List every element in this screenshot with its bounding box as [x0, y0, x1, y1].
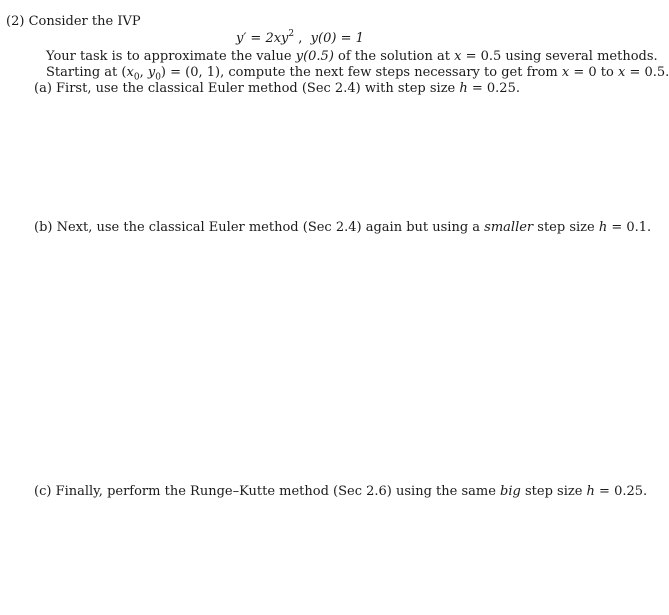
task-text: ) = (0, 1), compute the next few steps necessary to get from [160, 65, 562, 80]
task-text: = 0.5 using several methods. [461, 49, 658, 64]
problem-intro: Consider the IVP [28, 14, 141, 29]
variable-x: x [561, 65, 570, 80]
variable-x0: x [126, 65, 134, 80]
part-c-emphasis: big [500, 484, 521, 499]
task-text: , [139, 65, 148, 80]
equation-separator: , [294, 31, 303, 46]
task-text: Your task is to approximate the value [46, 49, 296, 64]
part-b-step-value: = 0.1. [607, 220, 652, 235]
part-b-label: (b) [34, 220, 53, 235]
part-c-text: step size [520, 484, 587, 499]
part-c-text: Finally, perform the Runge–Kutte method (Sec 2.6) using the same [51, 484, 501, 499]
step-size-symbol: h [598, 220, 608, 235]
target-value: y(0.5) [295, 49, 334, 64]
part-c-step-value: = 0.25. [594, 484, 648, 499]
part-b [34, 220, 651, 236]
problem-header [6, 14, 141, 30]
part-c-label: (c) [34, 484, 52, 499]
problem-number: (2) [6, 14, 25, 29]
part-c [34, 484, 647, 500]
ode-lhs: y′ = 2xy [236, 31, 289, 46]
variable-x: x [454, 49, 462, 64]
step-size-symbol: h [459, 81, 468, 96]
part-a-step-value: = 0.25. [467, 81, 520, 96]
task-text: = 0 to [569, 65, 618, 80]
variable-x: x [617, 65, 626, 80]
step-size-symbol: h [586, 484, 595, 499]
ode-exponent: 2 [288, 28, 295, 39]
part-b-text: Next, use the classical Euler method (Sec 2.4) again but using a [52, 220, 485, 235]
subscript: 0 [133, 72, 140, 83]
ivp-equation [236, 28, 364, 47]
part-a-label: (a) [34, 81, 52, 96]
task-line-1 [46, 49, 658, 65]
task-text: Starting at ( [46, 65, 127, 80]
part-a-text: First, use the classical Euler method (Sec 2.4) with step size [51, 81, 460, 96]
part-b-emphasis: smaller [484, 220, 534, 235]
variable-y0: y [147, 65, 156, 80]
subscript: 0 [155, 72, 161, 83]
task-text: of the solution at [333, 49, 455, 64]
initial-condition: y(0) = 1 [310, 31, 364, 46]
task-line-2 [46, 65, 669, 81]
part-a [34, 81, 520, 97]
task-text: = 0.5. [625, 65, 669, 80]
part-b-text: step size [533, 220, 599, 235]
